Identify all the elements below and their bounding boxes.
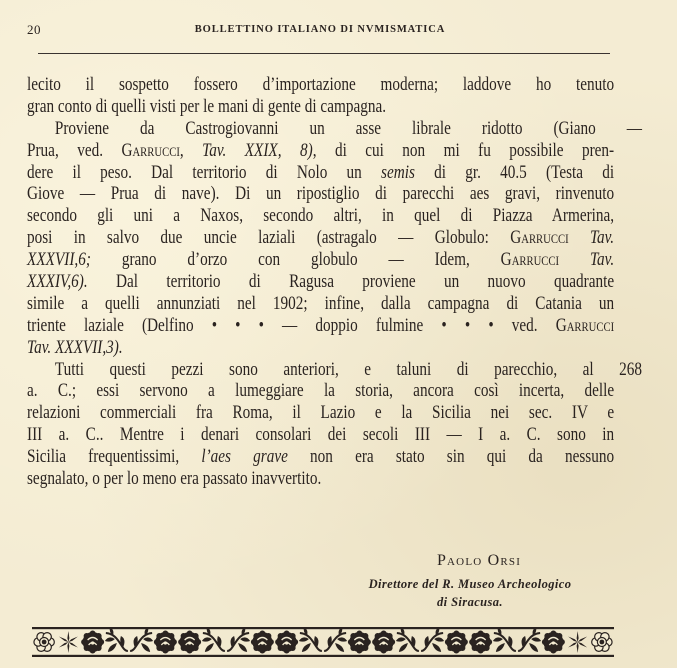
- text-run: relazioni commerciali fra Roma, il Lazio e la Sicilia nei sec. IV e: [27, 402, 615, 424]
- text-run: posi in salvo due uncie laziali (astragalo — Globulo:: [27, 227, 511, 249]
- vine-icon: [130, 627, 153, 652]
- text-line: [27, 205, 614, 227]
- italic-text: Tav.: [589, 227, 615, 249]
- text-line: [27, 227, 614, 249]
- rose-icon: [154, 631, 177, 654]
- small-caps-name: Garrucci: [500, 249, 560, 271]
- text-run: ,: [179, 139, 203, 161]
- text-run: gran conto di quelli visti per le mani di gente di campagna.: [27, 95, 387, 117]
- rose-icon: [348, 631, 371, 654]
- text-run: III a. C.. Mentre i denari consolari dei secoli III — I a. C. sono in: [27, 424, 615, 446]
- text-run: Tutti questi pezzi sono anteriori, e taluni di parecchio, al 268: [54, 358, 642, 380]
- rose-icon: [469, 631, 492, 654]
- author-role: Direttore del R. Museo Archeologico: [368, 577, 572, 591]
- text-line: [27, 315, 614, 337]
- text-run: non era stato sin qui da nessuno: [287, 446, 615, 468]
- header-rule: [38, 53, 610, 54]
- vine-icon: [421, 627, 444, 652]
- flower-icon: [34, 633, 54, 652]
- text-run: Prua, ved.: [27, 139, 122, 161]
- vine-icon: [396, 627, 419, 652]
- text-line: [27, 402, 614, 424]
- text-line: [27, 140, 614, 162]
- rose-icon: [275, 631, 298, 654]
- rose-icon: [372, 631, 395, 654]
- text-line: [27, 96, 614, 118]
- flower-icon: [592, 633, 612, 652]
- rose-icon: [178, 631, 201, 654]
- author-name: Paolo Orsi: [436, 552, 522, 569]
- italic-text: XXXVII,6;: [27, 249, 91, 271]
- italic-text: Tav. XXXVII,3).: [27, 336, 123, 358]
- vine-icon: [299, 627, 322, 652]
- vine-icon: [324, 627, 347, 652]
- rose-icon: [542, 631, 565, 654]
- rose-icon: [445, 631, 468, 654]
- text-line: [27, 271, 614, 293]
- text-run: [569, 227, 590, 248]
- text-run: Sicilia frequentissimi,: [27, 446, 202, 468]
- italic-text: XXXIV,6).: [27, 271, 88, 293]
- vine-icon: [493, 627, 516, 652]
- text-line: [27, 162, 614, 184]
- text-line: [27, 337, 614, 359]
- text-run: lecito il sospetto fossero d’importazione moderna; laddove ho tenuto: [27, 74, 615, 95]
- small-caps-name: Garrucci: [510, 227, 569, 249]
- text-run: Dal territorio di Ragusa proviene un nuovo quadrante: [87, 271, 615, 293]
- italic-text: Tav.: [589, 249, 615, 271]
- author-location: di Siracusa.: [437, 595, 503, 609]
- rose-icon: [251, 631, 274, 654]
- text-run: di gr. 40.5 (Testa di: [414, 161, 615, 183]
- text-run: , di cui non mi fu possibile pren-: [312, 139, 615, 161]
- text-run: [559, 249, 590, 270]
- text-line: [27, 118, 642, 140]
- text-run: grano d’orzo con globulo — Idem,: [90, 249, 501, 271]
- small-caps-name: Garrucci: [555, 314, 615, 336]
- text-line: [27, 424, 614, 446]
- text-run: Giove — Prua di nave). Di un ripostiglio di parecchi aes gravi, rinvenuto: [27, 183, 615, 205]
- running-header: [27, 18, 613, 38]
- ornament-top-rule: [32, 627, 614, 629]
- vine-icon: [105, 627, 128, 652]
- text-run: triente laziale (Delfino • • • — doppio fulmine • • • ved.: [27, 314, 556, 336]
- floral-border-ornament-icon: [32, 626, 614, 658]
- signature: [330, 552, 610, 611]
- text-run: Proviene da Castrogiovanni un asse librale ridotto (Giano —: [54, 117, 642, 139]
- running-title: BOLLETTINO ITALIANO DI NVMISMATICA: [194, 24, 446, 35]
- vine-icon: [227, 627, 250, 652]
- text-line: [27, 183, 614, 205]
- body-text: [27, 74, 642, 490]
- text-run: a. C.; essi servono a lumeggiare la storia, ancora così incerta, delle: [27, 380, 615, 402]
- page-number: 20: [27, 22, 41, 37]
- italic-text: l’aes grave: [201, 446, 288, 468]
- italic-text: semis: [381, 161, 415, 183]
- star-icon: [568, 631, 587, 653]
- small-caps-name: Garrucci: [121, 139, 180, 161]
- text-line: [27, 249, 614, 271]
- vine-icon: [202, 627, 225, 652]
- italic-text: Tav. XXIX, 8): [202, 139, 313, 161]
- text-run: dere il peso. Dal territorio di Nolo un: [27, 161, 382, 183]
- text-line: [27, 468, 614, 490]
- text-line: [27, 446, 614, 468]
- text-run: segnalato, o per lo meno era passato inavvertito.: [27, 468, 322, 490]
- star-icon: [59, 631, 78, 653]
- rose-icon: [81, 631, 104, 654]
- text-line: [27, 359, 642, 381]
- text-line: [27, 74, 614, 96]
- ornament-bottom-rule: [32, 655, 614, 657]
- text-run: secondo gli uni a Naxos, secondo altri, in quel di Piazza Armerina,: [27, 205, 615, 227]
- text-line: [27, 293, 614, 315]
- vine-icon: [518, 627, 541, 652]
- text-line: [27, 380, 614, 402]
- text-run: simile a quelli annunziati nel 1902; infine, dalla campagna di Catania un: [27, 292, 615, 314]
